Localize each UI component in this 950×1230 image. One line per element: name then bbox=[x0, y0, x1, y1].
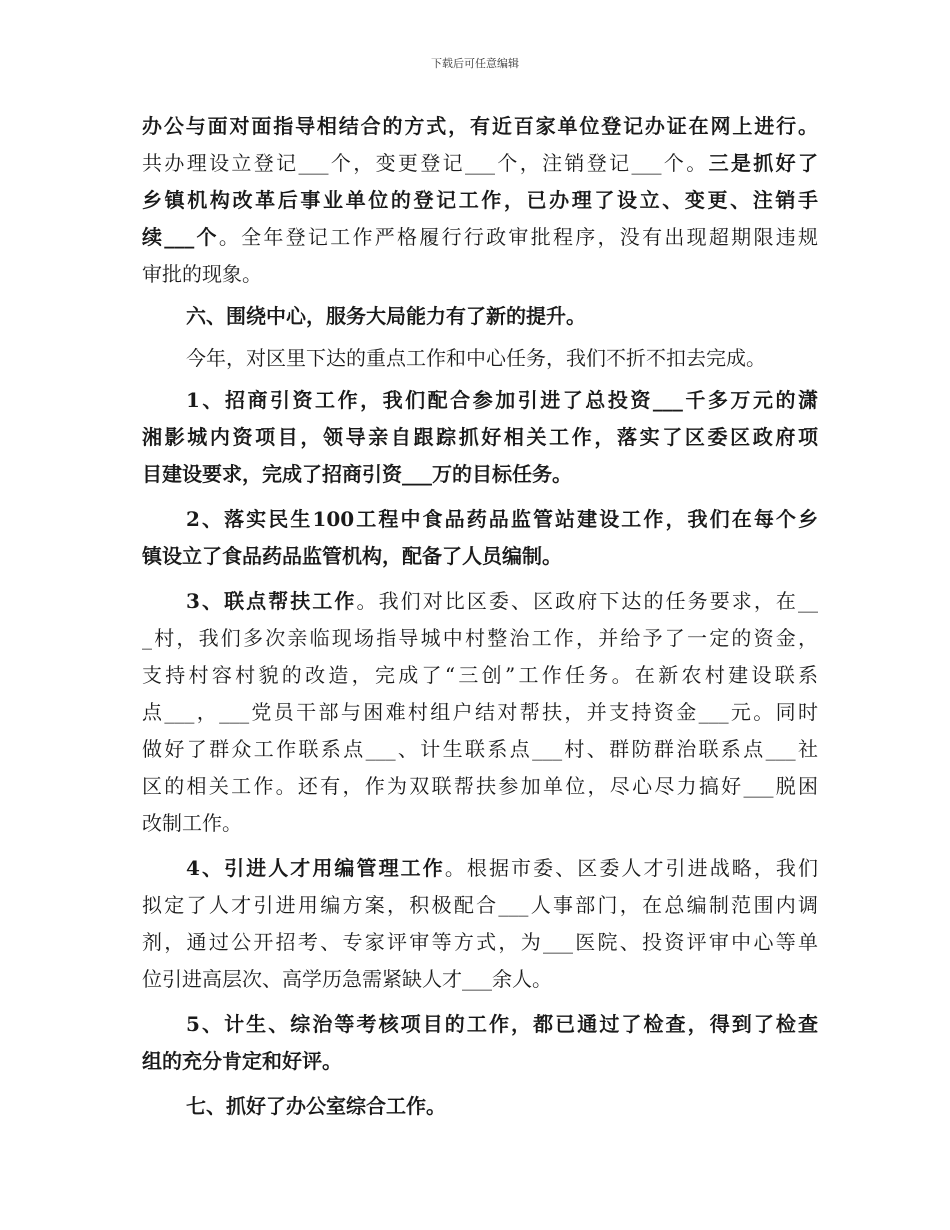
text-line-2 bbox=[142, 145, 818, 182]
section-heading-6 bbox=[142, 298, 818, 335]
line-segment: 目建设要求，完成了招商引资___万的目标任务。 bbox=[142, 462, 572, 486]
line-segment: 剂，通过公开招考、专家评审等方式，为___医院、投资评审中心等单 bbox=[142, 930, 818, 954]
page-header-note: 下载后可任意编辑 bbox=[431, 57, 519, 70]
text-line-24 bbox=[142, 1006, 818, 1043]
text-line-16 bbox=[142, 694, 818, 731]
text-line-23 bbox=[142, 961, 818, 998]
text-line-12 bbox=[142, 538, 818, 575]
line-segment: 点___，___党员干部与困难村组户结对帮扶，并支持资金___元。同时 bbox=[142, 700, 818, 724]
line-segment: 六、围绕中心，服务大局能力有了新的提升。 bbox=[186, 304, 586, 328]
line-segment: 三是抓好了 bbox=[708, 151, 818, 175]
line-segment: 3、联点帮扶工作 bbox=[186, 589, 357, 613]
text-line-22 bbox=[142, 924, 818, 961]
text-line-9 bbox=[142, 419, 818, 456]
line-segment: 。全年登记工作严格履行行政审批程序，没有出现超期限违规 bbox=[218, 225, 818, 249]
line-segment: 。根据市委、区委人才引进战略，我们 bbox=[444, 856, 818, 880]
text-line-8 bbox=[142, 382, 818, 419]
text-line-11 bbox=[142, 501, 818, 538]
text-line-5 bbox=[142, 256, 818, 293]
text-line-13 bbox=[142, 583, 818, 620]
text-line-17 bbox=[142, 731, 818, 768]
line-segment: 共办理设立登记___个，变更登记___个，注销登记___个。 bbox=[142, 151, 709, 175]
line-segment: 。我们对比区委、区政府下达的任务要求，在__ bbox=[356, 589, 818, 613]
text-line-1 bbox=[142, 108, 818, 145]
text-line-25 bbox=[142, 1043, 818, 1080]
line-segment: 湘影城内资项目，领导亲自跟踪抓好相关工作，落实了区委区政府项 bbox=[142, 425, 818, 449]
line-segment: 乡镇机构改革后事业单位的登记工作，已办理了设立、变更、注销手 bbox=[142, 188, 818, 212]
line-segment: 拟定了人才引进用编方案，积极配合___人事部门，在总编制范围内调 bbox=[142, 893, 818, 917]
line-segment: 2、落实民生100工程中食品药品监管站建设工作，我们在每个乡 bbox=[186, 507, 818, 531]
line-segment: 4、引进人才用编管理工作 bbox=[186, 856, 445, 880]
text-line-10 bbox=[142, 456, 818, 493]
text-line-20 bbox=[142, 850, 818, 887]
line-segment: 支持村容村貌的改造，完成了“三创”工作任务。在新农村建设联系 bbox=[142, 663, 818, 687]
line-segment: 1、招商引资工作，我们配合参加引进了总投资___千多万元的潇 bbox=[186, 388, 818, 412]
line-segment: 今年，对区里下达的重点工作和中心任务，我们不折不扣去完成。 bbox=[186, 346, 766, 370]
line-segment: 组的充分肯定和好评。 bbox=[142, 1049, 342, 1073]
line-segment: 改制工作。 bbox=[142, 811, 242, 835]
line-segment: 审批的现象。 bbox=[142, 262, 262, 286]
text-line-3 bbox=[142, 182, 818, 219]
line-segment: 区的相关工作。还有，作为双联帮扶参加单位，尽心尽力搞好___脱困 bbox=[142, 774, 818, 798]
text-line-18 bbox=[142, 768, 818, 805]
text-line-4 bbox=[142, 219, 818, 256]
line-segment: 镇设立了食品药品监管机构，配备了人员编制。 bbox=[142, 544, 562, 568]
text-line-19 bbox=[142, 805, 818, 842]
line-segment: 办公与面对面指导相结合的方式，有近百家单位登记办证在网上进行。 bbox=[142, 114, 818, 138]
text-line-21 bbox=[142, 887, 818, 924]
line-segment: 七、抓好了办公室综合工作。 bbox=[186, 1094, 446, 1118]
document-body bbox=[142, 108, 818, 1125]
line-segment: 做好了群众工作联系点___、计生联系点___村、群防群治联系点___社 bbox=[142, 737, 818, 761]
line-segment: 5、计生、综治等考核项目的工作，都已通过了检查，得到了检查 bbox=[186, 1012, 818, 1036]
line-segment: 位引进高层次、高学历急需紧缺人才___余人。 bbox=[142, 967, 552, 991]
text-line-14 bbox=[142, 620, 818, 657]
line-segment: 续___个 bbox=[142, 225, 219, 249]
text-line-15 bbox=[142, 657, 818, 694]
text-line-7 bbox=[142, 340, 818, 377]
line-segment: _村，我们多次亲临现场指导城中村整治工作，并给予了一定的资金， bbox=[142, 626, 818, 650]
section-heading-7 bbox=[142, 1088, 818, 1125]
